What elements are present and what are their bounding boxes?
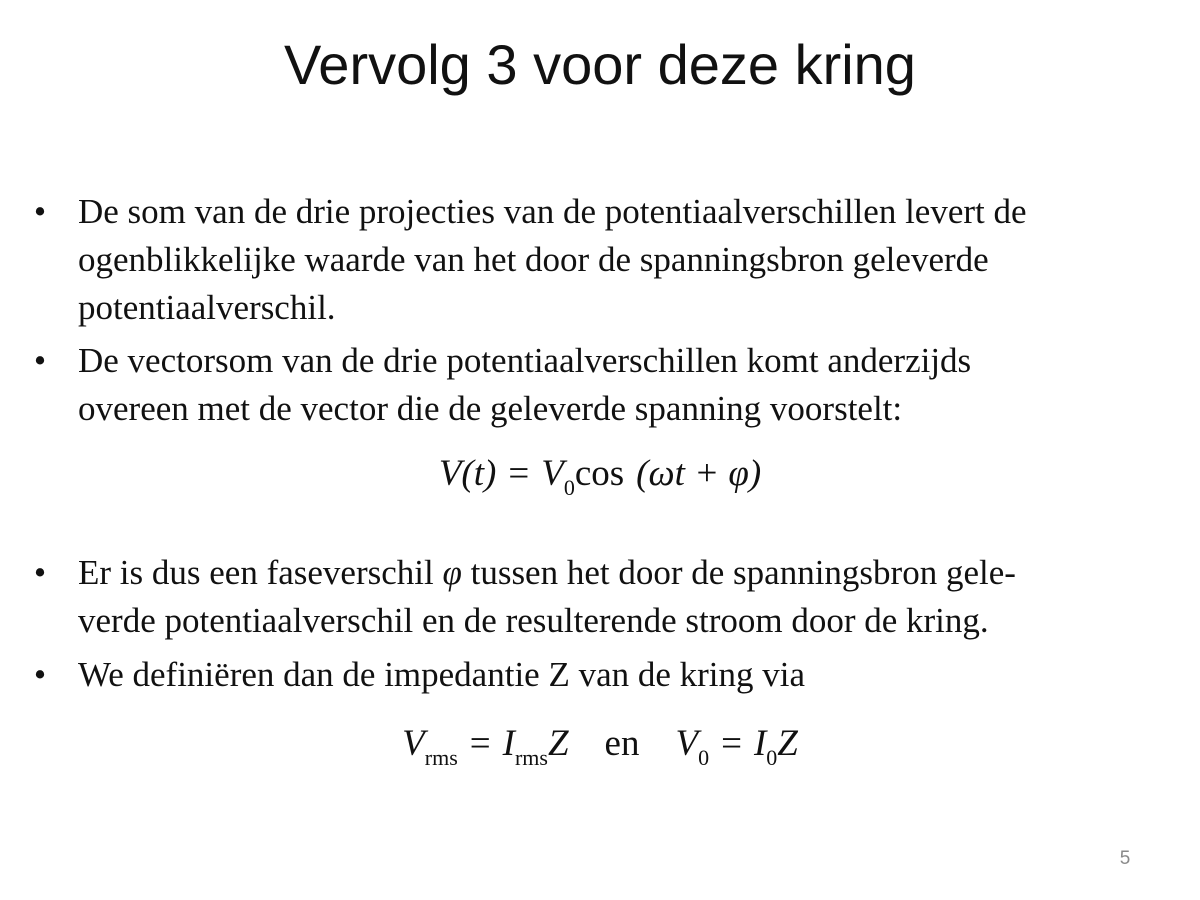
bullet-line bbox=[78, 549, 1178, 597]
bullet-line: overeen met de vector die de geleverde spanning voorstelt: bbox=[78, 389, 903, 428]
eq-z2: Z bbox=[777, 723, 798, 764]
bullet-line: We definiëren dan de impedantie Z van de kring via bbox=[78, 655, 806, 694]
eq-i: I bbox=[502, 723, 515, 764]
bullet-marker: • bbox=[33, 341, 47, 380]
eq-equals: = bbox=[508, 453, 530, 494]
bullet-text bbox=[78, 337, 1178, 433]
eq-i-subscript: rms bbox=[514, 745, 548, 770]
bullet-marker: • bbox=[33, 553, 47, 592]
eq-v-subscript: rms bbox=[424, 745, 458, 770]
eq-v-subscript: 0 bbox=[563, 475, 575, 500]
equation-voltage bbox=[0, 452, 1200, 501]
eq-i0-subscript: 0 bbox=[766, 745, 778, 770]
eq-equals: = bbox=[721, 723, 742, 764]
bullet-line: De som van de drie projecties van de potentiaalverschillen levert de bbox=[78, 192, 1027, 231]
slide-title: Vervolg 3 voor deze kring bbox=[284, 33, 916, 96]
eq-cos: cos bbox=[574, 453, 625, 494]
bullet-line: verde potentiaalverschil en de resulterende stroom door de kring. bbox=[78, 601, 989, 640]
phi-symbol: φ bbox=[442, 553, 462, 592]
eq-i0: I bbox=[753, 723, 767, 764]
bullet-marker: • bbox=[33, 655, 47, 694]
eq-v: V bbox=[402, 723, 425, 764]
eq-v0-subscript: 0 bbox=[698, 745, 710, 770]
eq-en: en bbox=[604, 723, 640, 764]
eq-v: V bbox=[541, 453, 564, 494]
bullet-line: ogenblikkelijke waarde van het door de spanningsbron geleverde bbox=[78, 240, 989, 279]
eq-v0: V bbox=[675, 723, 699, 764]
bullet-text bbox=[78, 188, 1178, 332]
bullet-marker: • bbox=[33, 192, 47, 231]
bullet-line: potentiaalverschil. bbox=[78, 288, 336, 327]
bullet-text bbox=[78, 549, 1178, 645]
eq-equals: = bbox=[469, 723, 491, 764]
eq-z: Z bbox=[547, 723, 569, 764]
bullet-text-segment: tussen het door de spanningsbron gele- bbox=[461, 553, 1016, 592]
bullet-line: De vectorsom van de drie potentiaalverschillen komt anderzijds bbox=[78, 341, 972, 380]
equation-impedance bbox=[0, 722, 1200, 771]
bullet-text bbox=[78, 651, 1178, 699]
bullet-text-segment: Er is dus een faseverschil bbox=[78, 553, 443, 592]
eq-argument: (ωt + φ) bbox=[636, 453, 762, 494]
page-number: 5 bbox=[1119, 848, 1131, 869]
eq-lhs: V(t) bbox=[438, 453, 497, 494]
